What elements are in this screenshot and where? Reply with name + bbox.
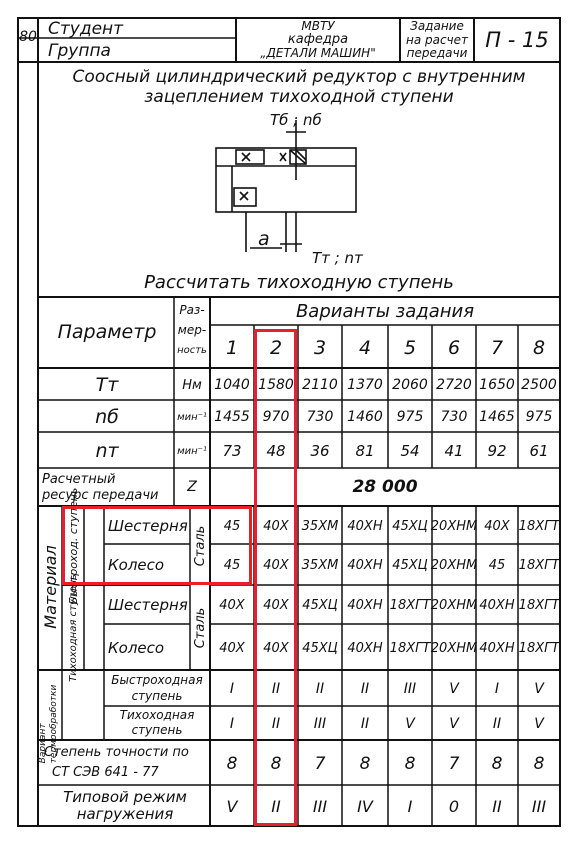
accuracy-value-7: 8 — [491, 753, 503, 774]
fast-pinion-value-1: 45 — [223, 518, 241, 534]
nt-value-4: 81 — [355, 442, 375, 460]
thermal-fast-value-1: I — [229, 681, 235, 697]
nt-value-6: 41 — [444, 442, 464, 460]
dim-header-line3: ность — [177, 344, 207, 356]
variant-number-8: 8 — [532, 336, 546, 359]
variant-number-7: 7 — [490, 336, 504, 359]
nb-value-1: 1455 — [214, 409, 250, 425]
thermal-slow-line2: ступень — [131, 723, 183, 737]
slow-pinion-value-6: 20XHM — [430, 598, 478, 613]
accuracy-value-3: 7 — [314, 753, 326, 774]
torque-value-2: 1580 — [258, 377, 294, 393]
torque-value-8: 2500 — [521, 377, 557, 393]
slow-wheel-value-8: 18XГТ — [518, 640, 560, 656]
fast-wheel-value-7: 45 — [488, 558, 506, 573]
load-mode-value-1: V — [226, 797, 238, 816]
load-mode-value-3: III — [312, 797, 328, 816]
load-mode-value-6: 0 — [448, 797, 460, 816]
gearbox-scheme — [216, 120, 356, 252]
accuracy-value-1: 8 — [226, 753, 238, 774]
slow-pinion-value-1: 40X — [219, 598, 245, 613]
slow-pinion-value-7: 40XH — [479, 598, 515, 613]
nb-value-6: 730 — [440, 409, 468, 425]
slow-wheel-label: Колесо — [108, 639, 165, 657]
fast-pinion-value-4: 40XH — [347, 518, 383, 534]
fast-pinion-label: Шестерня — [108, 516, 188, 535]
torque-value-4: 1370 — [347, 377, 383, 393]
variants-header: Варианты задания — [295, 301, 475, 322]
input-shaft-label: Tб ; nб — [270, 111, 322, 129]
accuracy-label-line1: Степень точности по — [44, 744, 189, 760]
nb-label: nб — [95, 406, 119, 428]
slow-pinion-value-3: 45XЦ — [302, 598, 338, 613]
thermal-slow-value-8: V — [534, 715, 544, 732]
accuracy-value-5: 8 — [404, 753, 416, 774]
accuracy-label-line2: СТ СЭВ 641 - 77 — [52, 764, 159, 780]
dim-header-line1: Раз- — [179, 303, 205, 317]
output-shaft-label: Tт ; nт — [312, 249, 363, 267]
fast-pinion-value-6: 20XHM — [430, 518, 478, 534]
accuracy-value-4: 8 — [359, 753, 371, 774]
highlight-variant-2 — [254, 329, 297, 826]
assignment-line3: передачи — [406, 46, 468, 60]
fast-wheel-value-5: 45XЦ — [392, 558, 428, 573]
param-header: Параметр — [57, 321, 157, 343]
thermal-slow-value-7: II — [492, 715, 502, 732]
fast-pinion-value-2: 40X — [263, 518, 289, 534]
thermal-slow-value-3: III — [313, 715, 327, 732]
fast-wheel-value-2: 40X — [263, 558, 289, 573]
thermal-fast-value-4: II — [360, 681, 370, 697]
thermal-slow-value-1: I — [229, 715, 235, 732]
accuracy-value-6: 7 — [448, 753, 460, 774]
nt-label: nт — [95, 440, 119, 462]
nb-value-8: 975 — [525, 409, 553, 425]
fast-wheel-value-6: 20XHM — [430, 558, 478, 573]
thermal-slow-line1: Тихоходная — [119, 708, 195, 722]
variant-number-5: 5 — [403, 336, 417, 359]
fast-pinion-value-8: 18XГТ — [518, 518, 560, 534]
fast-stage-label: Быстроход. ступень — [66, 487, 80, 605]
slow-wheel-value-3: 45XЦ — [302, 640, 338, 656]
resource-label-line1: Расчетный — [42, 471, 116, 487]
thermal-fast-value-3: II — [315, 681, 325, 697]
nb-value-3: 730 — [306, 409, 334, 425]
page-number: 80 — [19, 29, 37, 45]
variant-number-6: 6 — [447, 336, 461, 359]
variant-number-2: 2 — [269, 336, 283, 359]
slow-pinion-value-4: 40XH — [347, 598, 383, 613]
slow-wheel-value-1: 40X — [219, 640, 245, 656]
nt-value-8: 61 — [529, 442, 549, 460]
thermal-fast-value-5: III — [403, 681, 417, 697]
group-label: Группа — [48, 40, 111, 61]
thermal-slow-value-6: V — [449, 715, 459, 732]
torque-value-6: 2720 — [436, 377, 472, 393]
fast-pinion-value-5: 45XЦ — [392, 518, 428, 534]
steel-label-fast: Сталь — [192, 525, 208, 567]
nt-value-7: 92 — [487, 442, 507, 460]
slow-wheel-value-4: 40XH — [347, 640, 383, 656]
assignment-line2: на расчет — [405, 32, 469, 47]
nb-value-2: 970 — [262, 409, 290, 425]
torque-label: Tт — [95, 374, 119, 396]
thermal-slow-value-5: V — [405, 715, 415, 732]
steel-label-slow: Сталь — [192, 607, 208, 649]
nt-value-3: 36 — [310, 442, 330, 460]
nt-value-2: 48 — [266, 442, 286, 460]
nb-value-4: 1460 — [347, 409, 383, 425]
slow-wheel-value-2: 40X — [263, 640, 289, 656]
accuracy-value-2: 8 — [270, 753, 282, 774]
title-line1: Соосный цилиндрический редуктор с внутренним — [72, 67, 526, 87]
fast-wheel-value-3: 35XM — [301, 558, 339, 573]
resource-value: 28 000 — [352, 477, 418, 497]
nb-value-5: 975 — [396, 409, 424, 425]
thermal-label: Вариант термообработки — [38, 684, 59, 764]
fast-wheel-value-8: 18XГТ — [518, 558, 560, 573]
load-mode-label-line1: Типовой режим — [63, 788, 187, 806]
nb-unit: мин⁻¹ — [177, 411, 207, 423]
variant-number-3: 3 — [313, 336, 327, 359]
institution-line2: кафедра — [287, 31, 349, 47]
slow-pinion-value-8: 18XГТ — [518, 598, 560, 613]
assignment-line1: Задание — [410, 19, 464, 33]
torque-unit: Нм — [182, 377, 202, 393]
fast-wheel-value-4: 40XH — [347, 558, 383, 573]
fast-pinion-value-7: 40X — [484, 518, 510, 534]
accuracy-value-8: 8 — [533, 753, 545, 774]
nt-value-5: 54 — [400, 442, 420, 460]
fast-wheel-value-1: 45 — [223, 558, 241, 573]
slow-wheel-value-5: 18XГТ — [389, 640, 431, 656]
scheme-caption: Рассчитать тихоходную ступень — [144, 271, 454, 293]
load-mode-value-4: IV — [357, 797, 373, 816]
nt-value-1: 73 — [222, 442, 242, 460]
institution-line3: „ДЕТАЛИ МАШИН" — [260, 46, 376, 60]
fast-wheel-label: Колесо — [108, 556, 165, 574]
resource-label-line2: ресурс передачи — [42, 487, 159, 503]
slow-pinion-value-5: 18XГТ — [389, 598, 431, 613]
material-label: Материал — [40, 545, 60, 629]
thermal-slow-value-4: II — [360, 715, 370, 732]
torque-value-7: 1650 — [479, 377, 515, 393]
slow-wheel-value-7: 40XH — [479, 640, 515, 656]
load-mode-value-7: II — [492, 797, 502, 816]
distance-label: a — [258, 228, 270, 250]
resource-unit: Z — [187, 479, 197, 495]
load-mode-value-8: III — [531, 797, 547, 816]
student-label: Студент — [48, 18, 124, 39]
load-mode-label-line2: нагружения — [76, 805, 174, 823]
institution-line1: МВТУ — [301, 18, 335, 33]
title-line2: зацеплением тихоходной ступени — [144, 87, 454, 107]
thermal-fast-value-8: V — [534, 681, 544, 697]
dim-header-line2: мер- — [177, 323, 207, 337]
torque-value-5: 2060 — [392, 377, 428, 393]
thermal-slow-value-2: II — [271, 715, 281, 732]
assignment-code: П - 15 — [485, 28, 549, 52]
thermal-fast-line2: ступень — [131, 689, 183, 703]
thermal-fast-value-6: V — [449, 681, 459, 697]
slow-pinion-value-2: 40X — [263, 598, 289, 613]
variant-number-1: 1 — [225, 336, 239, 359]
slow-pinion-label: Шестерня — [108, 596, 188, 614]
slow-stage-label: Тихоходная ступень — [67, 574, 79, 682]
torque-value-3: 2110 — [302, 377, 338, 393]
torque-value-1: 1040 — [214, 377, 250, 393]
thermal-fast-value-2: II — [271, 681, 281, 697]
slow-wheel-value-6: 20XHM — [430, 640, 478, 656]
load-mode-value-2: II — [271, 797, 281, 816]
nb-value-7: 1465 — [479, 409, 515, 425]
highlight-fast-stage-material — [62, 506, 252, 585]
variant-number-4: 4 — [358, 336, 372, 359]
thermal-fast-value-7: I — [494, 681, 500, 697]
fast-pinion-value-3: 35XM — [301, 518, 339, 534]
load-mode-value-5: I — [407, 797, 413, 816]
nt-unit: мин⁻¹ — [177, 445, 207, 457]
thermal-fast-line1: Быстроходная — [111, 673, 203, 687]
